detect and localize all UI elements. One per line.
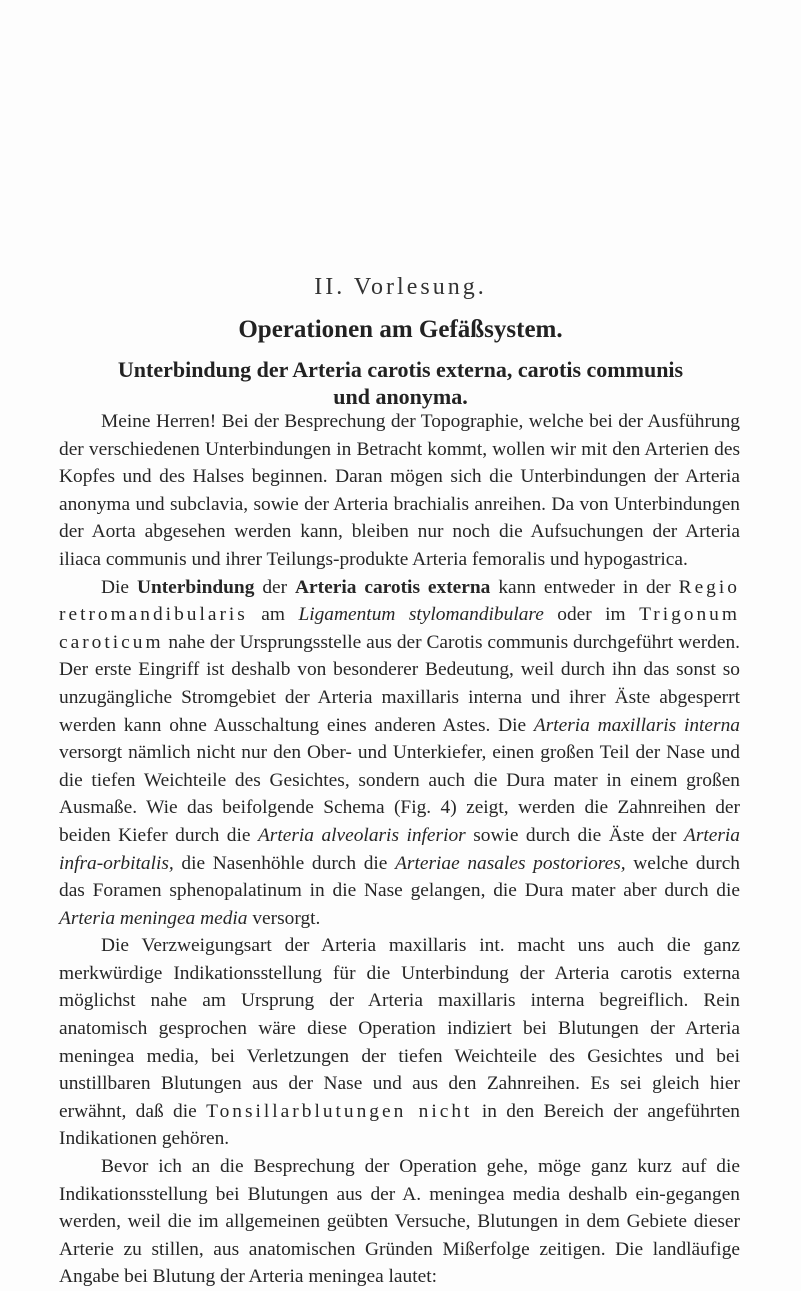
p3-text-3: in den Bereich der angeführten Indikationen gehören. — [59, 1100, 740, 1150]
section-title — [62, 356, 739, 410]
p2-text-9: oder im — [557, 604, 626, 626]
p2-text-3: der — [262, 576, 288, 598]
p2-text-1: Die — [101, 576, 129, 598]
body-text — [59, 408, 740, 1291]
p2-text-21: versorgt. — [252, 907, 321, 929]
p2-text-17: die Nasenhöhle durch die — [181, 852, 388, 874]
p2-spaced-regio: Regio retromandibularis — [59, 576, 740, 626]
p2-text-7: am — [261, 604, 285, 626]
p2-italic-maxillaris-interna: Arteria maxillaris interna — [533, 714, 740, 736]
p2-spaced-trigonum: Trigonum caroticum — [59, 604, 740, 653]
p2-emphasis-carotis-externa: Arteria carotis externa — [295, 576, 491, 598]
p3-text-1: Die Verzweigungsart der Arteria maxillaris int. macht uns auch die ganz merkwürdige Indikationsstellung für die Unterbindung der Arteria carotis externa möglichst nahe am Ursprung der Arteria maxillaris interna begreiflich. Rein anatomisch gesprochen wäre diese Operation indiziert bei Blutungen der Arteria meningea media, bei Verletzungen der tiefen Weichteile des Gesichtes und bei unstillbaren Blutungen aus der Nase und aus den Zahnreihen. Es sei gleich hier erwähnt, daß die — [59, 935, 740, 1122]
paragraph-1: Meine Herren! Bei der Besprechung der Topographie, welche bei der Ausführung der verschiedenen Unterbindungen in Betracht kommt, wollen wir mit den Arterien des Kopfes und des Halses beginnen. Daran mögen sich die Unterbindungen der Arteria anonyma und subclavia, sowie der Arteria brachialis anreihen. Da von Unterbindungen der Aorta abgesehen werden kann, bleiben nur noch die Aufsuchungen der Arteria iliaca communis und ihrer Teilungs-produkte Arteria femoralis und hypogastrica. — [59, 411, 740, 570]
paragraph-3 — [59, 932, 740, 1153]
lecture-number: II. Vorlesung. — [314, 274, 487, 300]
p2-text-13: versorgt nämlich nicht nur den Ober- und Unterkiefer, einen großen Teil der Nase und die tiefen Weichteile des Gesichtes, sondern auch die Dura mater in einem großen Ausmaße. Wie das beifolgende Schema (Fig. 4) zeigt, werden die Zahnreihen der beiden Kiefer durch die — [59, 742, 740, 846]
p2-italic-infraorbitalis: Arteria infra-orbitalis, — [59, 824, 740, 874]
p3-spaced-tonsillar: Tonsillarblutungen nicht — [206, 1100, 473, 1122]
p2-italic-alveolaris: Arteria alveolaris inferior — [257, 824, 466, 846]
p2-text-5: kann entweder in der — [498, 576, 671, 598]
paragraph-4: Bevor ich an die Besprechung der Operation gehe, möge ganz kurz auf die Indikationsstellung bei Blutungen aus der A. meningea media deshalb ein-gegangen werden, weil die im allgemeinen geübten Versuche, Blutungen in dem Gebiete dieser Arterie zu stillen, aus anatomischen Gründen Mißerfolge zeitigen. Die landläufige Angabe bei Blutung der Arteria meningea lautet: — [59, 1156, 740, 1288]
chapter-title: Operationen am Gefäßsystem. — [238, 316, 563, 343]
section-title-line-2: und anonyma. — [333, 384, 468, 409]
p2-italic-meningea-media: Arteria meningea media — [59, 907, 248, 929]
p2-text-19: welche durch das Foramen sphenopalatinum in die Nase gelangen, die Dura mater aber durch die — [59, 852, 740, 902]
paragraph-2 — [59, 574, 740, 933]
p2-text-15: sowie durch die Äste der — [473, 824, 677, 846]
section-title-line-1: Unterbindung der Arteria carotis externa, carotis communis — [117, 357, 684, 382]
p2-italic-ligamentum: Ligamentum stylomandibulare — [298, 604, 544, 626]
p2-emphasis-unterbindung: Unterbindung — [136, 576, 255, 598]
p2-italic-nasales: Arteriae nasales postoriores, — [395, 852, 626, 874]
p2-text-11: nahe der Ursprungsstelle aus der Carotis communis durchgeführt werden. Der erste Eingriff ist deshalb von besonderer Bedeutung, weil durch ihn das sonst so unzugängliche Stromgebiet der Arteria maxillaris interna und ihrer Äste abgesperrt werden kann ohne Ausschaltung eines anderen Astes. Die — [59, 631, 740, 736]
